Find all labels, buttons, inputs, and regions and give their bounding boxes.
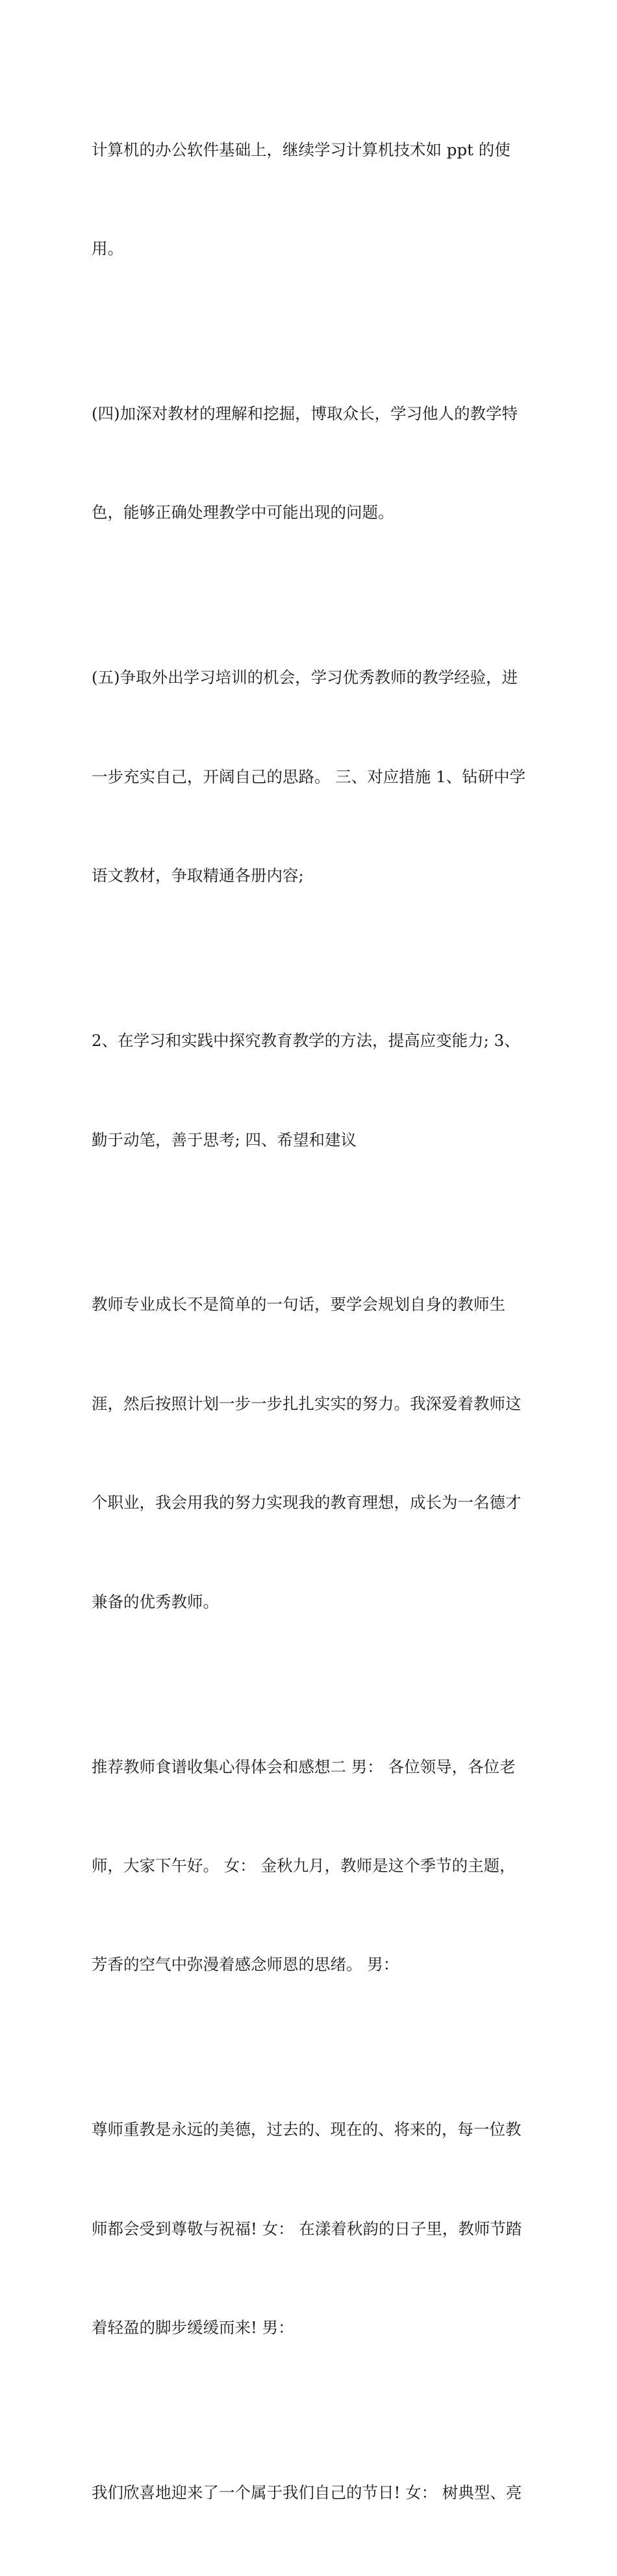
text-line: 推荐教师食谱收集心得体会和感想二 男： 各位领导，各位老 [92, 1757, 516, 1776]
document-body [92, 68, 533, 2576]
paragraph-2 [92, 331, 533, 595]
text-line: 芳香的空气中弥漫着感念师恩的思绪。 男： [92, 1955, 399, 1974]
text-line: 着轻盈的脚步缓缓而来! 男： [92, 2318, 294, 2338]
paragraph-1 [92, 68, 533, 331]
text-line: 语文教材，争取精通各册内容; [92, 866, 304, 886]
paragraph-3 [92, 596, 533, 959]
text-line: 我们欣喜地迎来了一个属于我们自己的节日! 女： 树典型、亮 [92, 2483, 522, 2503]
paragraph-7 [92, 2048, 533, 2411]
text-line: 教师专业成长不是简单的一句话，要学会规划自身的教师生 [92, 1295, 505, 1314]
text-line: 师都会受到尊敬与祝福! 女： 在漾着秋韵的日子里，教师节踏 [92, 2219, 522, 2238]
paragraph-8 [92, 2411, 533, 2576]
text-line: (五)争取外出学习培训的机会，学习优秀教师的教学经验，进 [92, 668, 518, 687]
text-line: 尊师重教是永远的美德，过去的、现在的、将来的，每一位教 [92, 2120, 522, 2139]
paragraph-6 [92, 1685, 533, 2048]
text-line: 兼备的优秀教师。 [92, 1592, 219, 1611]
text-line: 一步充实自己，开阔自己的思路。 三、对应措施 1、钻研中学 [92, 767, 526, 786]
text-line: 2、在学习和实践中探究教育教学的方法，提高应变能力; 3、 [92, 1031, 520, 1051]
text-line: 计算机的办公软件基础上，继续学习计算机技术如 ppt 的使 [92, 140, 510, 159]
paragraph-4 [92, 959, 533, 1223]
text-line: 色，能够正确处理教学中可能出现的问题。 [92, 503, 394, 522]
text-line: 个职业，我会用我的努力实现我的教育理想，成长为一名德才 [92, 1493, 522, 1512]
text-line: 师，大家下午好。 女： 金秋九月，教师是这个季节的主题， [92, 1856, 516, 1876]
text-line: (四)加深对教材的理解和挖掘，博取众长，学习他人的教学特 [92, 403, 518, 423]
text-line: 勤于动笔，善于思考; 四、希望和建议 [92, 1130, 357, 1149]
text-line: 涯，然后按照计划一步一步扎扎实实的努力。我深爱着教师这 [92, 1394, 522, 1413]
text-line: 用。 [92, 238, 123, 258]
paragraph-5 [92, 1223, 533, 1685]
